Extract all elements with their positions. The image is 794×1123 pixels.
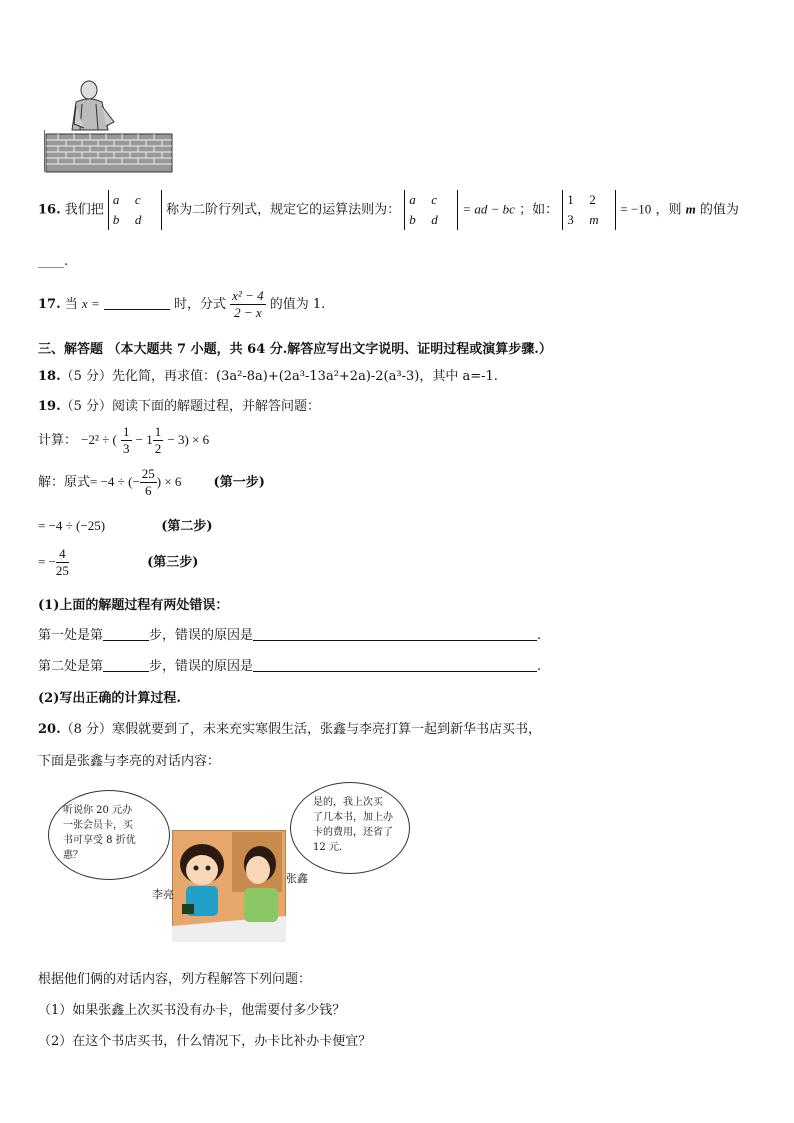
q19-number: 19. [38, 399, 61, 414]
q19-step1-frac: $\frac{25}{6}$ [141, 466, 155, 498]
q19-err2-reason-blank[interactable] [253, 657, 537, 672]
q16-answer-blank[interactable]: ____. [38, 254, 69, 269]
q19-calc-frac1: $\frac{1}{3}$ [123, 424, 130, 456]
q19-err1-step-blank[interactable] [103, 626, 149, 641]
q16-text-d: ，则 [655, 202, 682, 218]
q19-err2-step-blank[interactable] [103, 657, 149, 672]
q18-text: （5 分）先化简，再求值：(3a²-8a)+(2a³-13a²+2a)-2(a³-3)，其中 a=-1. [60, 369, 498, 384]
determinant-rule: a c b d [404, 190, 458, 230]
q19-calc-mid: − 1 [135, 432, 153, 447]
children-cartoon-image [172, 830, 286, 942]
q17-number: 17. [38, 297, 61, 312]
name-label-li-liang: 李亮 [152, 888, 174, 901]
q19-intro-text: （5 分）阅读下面的解题过程，并解答问题： [60, 399, 321, 414]
q19-calc-expr-a: −2² ÷ ( [81, 432, 117, 447]
question-19-intro [38, 395, 320, 414]
q19-part2: (2)写出正确的计算过程. [38, 691, 181, 706]
q20-number: 20. [38, 722, 61, 737]
q19-err1-b: 步，错误的原因是 [149, 628, 254, 643]
q17-text-a: 当 [64, 297, 78, 312]
q17-var: x = [81, 296, 100, 311]
q16-var-m: m [685, 201, 696, 217]
q16-text-c: ；如： [519, 202, 559, 218]
q19-step2-expr: = −4 ÷ (−25) [38, 518, 106, 533]
q19-calc-frac2: $\frac{1}{2}$ [154, 424, 162, 456]
q20-line1-text: （8 分）寒假就要到了，未来充实寒假生活，张鑫与李亮打算一起到新华书店买书， [60, 722, 542, 737]
q19-step1-b: ) × 6 [156, 474, 182, 489]
q16-text-b: 称为二阶行列式，规定它的运算法则为： [166, 202, 401, 218]
determinant-example: 1 2 3 m [562, 190, 616, 230]
question-18 [38, 365, 498, 384]
q19-part1: (1)上面的解题过程有两处错误： [38, 598, 229, 613]
q16-text-e: 的值为 [699, 202, 739, 218]
q19-calc-label: 计算： [38, 433, 78, 448]
q19-err1-end: . [537, 628, 542, 643]
q16-example-result: = −10 [620, 201, 652, 217]
q20-sub1: （1）如果张鑫上次买书没有办卡，他需要付多少钱？ [38, 1003, 346, 1018]
q17-text-b: 时，分式 [174, 297, 227, 312]
q16-text-a: 我们把 [64, 202, 104, 218]
q19-step3-tag: (第三步) [147, 555, 199, 570]
q19-error2 [38, 655, 541, 674]
q20-ask: 根据他们俩的对话内容，列方程解答下列问题： [38, 972, 312, 987]
q19-step3 [38, 546, 198, 579]
q19-step3-frac: $\frac{4}{25}$ [55, 546, 69, 578]
dialogue-illustration [48, 782, 410, 947]
q19-step2 [38, 515, 213, 534]
bricklayer-illustration [44, 78, 176, 176]
q18-number: 18. [38, 369, 61, 384]
q16-formula: = ad − bc [462, 201, 515, 217]
q19-error1 [38, 624, 541, 643]
q17-answer-blank[interactable] [104, 295, 170, 310]
q19-err2-a: 第二处是第 [38, 659, 104, 674]
q19-step1 [38, 466, 265, 499]
q16-number: 16. [38, 202, 61, 218]
q19-err1-reason-blank[interactable] [253, 626, 537, 641]
q19-err1-a: 第一处是第 [38, 628, 104, 643]
question-17 [38, 288, 325, 321]
speech-bubble-right: 是的，我上次买 了几本书，加上办 卡的费用，还省了 12 元. [290, 782, 410, 874]
q19-step1-tag: (第一步) [213, 475, 265, 490]
question-20-line1 [38, 718, 541, 737]
q17-fraction: $\frac{\text{x² − 4}}{2 - x}$ [232, 288, 264, 320]
q19-step3-a: = − [38, 554, 56, 569]
q19-calc [38, 424, 209, 457]
section-3-header: 三、解答题 （本大题共 7 小题，共 64 分.解答应写出文字说明、证明过程或演算步骤.） [38, 342, 552, 357]
q20-line2: 下面是张鑫与李亮的对话内容： [38, 754, 221, 769]
q19-calc-expr-b: − 3) × 6 [167, 432, 210, 447]
q19-step2-tag: (第二步) [161, 519, 213, 534]
determinant-definition: a c b d [108, 190, 162, 230]
q20-sub2: （2）在这个书店买书，什么情况下，办卡比补办卡便宜？ [38, 1034, 372, 1049]
speech-bubble-left: 听说你 20 元办 一张会员卡，买 书可享受 8 折优 惠？ [48, 790, 170, 880]
q19-step1-a: = −4 ÷ (− [90, 474, 140, 489]
q19-sol-label: 解：原式 [38, 475, 91, 490]
name-label-zhang-xin: 张鑫 [286, 872, 308, 885]
question-16 [38, 190, 739, 230]
q19-err2-b: 步，错误的原因是 [149, 659, 254, 674]
q19-err2-end: . [537, 659, 542, 674]
q17-text-c: 的值为 1. [269, 297, 326, 312]
